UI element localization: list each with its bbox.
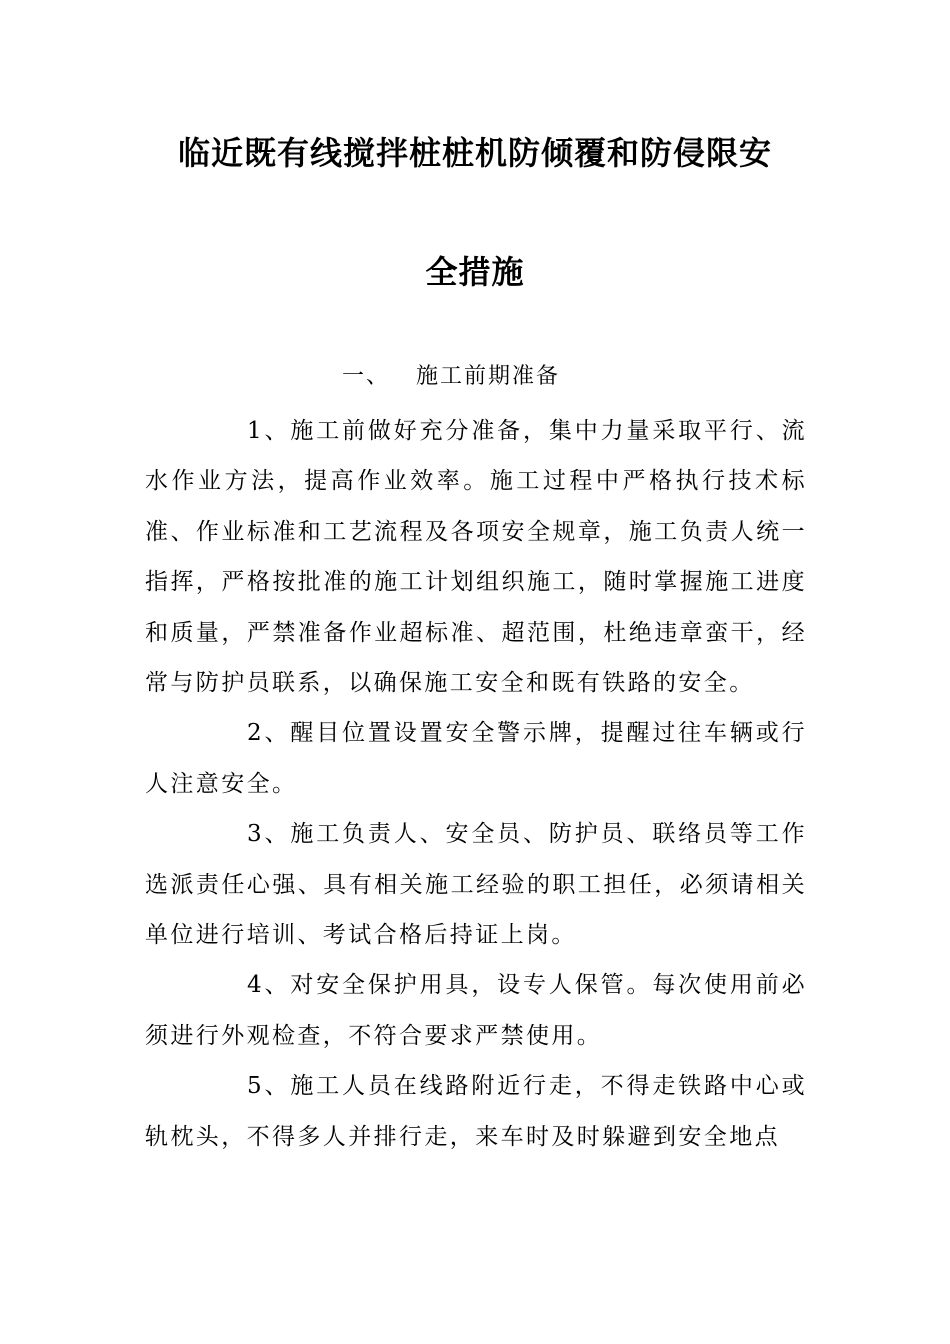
document-title-line-1: 临近既有线搅拌桩桩机防倾覆和防侵限安 (177, 134, 772, 172)
paragraph-4: 4、对安全保护用具，设专人保管。每次使用前必须进行外观检查，不符合要求严禁使用。 (145, 972, 807, 1049)
paragraph-3: 3、施工负责人、安全员、防护员、联络员等工作选派责任心强、具有相关施工经验的职工担任，必须请相关单位进行培训、考试合格后持证上岗。 (145, 821, 807, 949)
paragraph-1: 1、施工前做好充分准备，集中力量采取平行、流水作业方法，提高作业效率。施工过程中严格执行技术标准、作业标准和工艺流程及各项安全规章，施工负责人统一指挥，严格按批准的施工计划组织施工，随时掌握施工进度和质量，严禁准备作业超标准、超范围，杜绝违章蛮干，经常与防护员联系，以确保施工安全和既有铁路的安全。 (145, 418, 807, 697)
section-heading (342, 362, 560, 392)
paragraph-2: 2、醒目位置设置安全警示牌，提醒过往车辆或行人注意安全。 (145, 720, 807, 797)
section-heading-text: 施工前期准备 (416, 364, 561, 389)
section-number: 一、 (342, 364, 391, 389)
paragraph-5: 5、施工人员在线路附近行走，不得走铁路中心或轨枕头，不得多人并排行走，来车时及时躲避到安全地点 (145, 1073, 807, 1150)
section-body (145, 406, 807, 1162)
document-title-line-2: 全措施 (425, 253, 525, 291)
